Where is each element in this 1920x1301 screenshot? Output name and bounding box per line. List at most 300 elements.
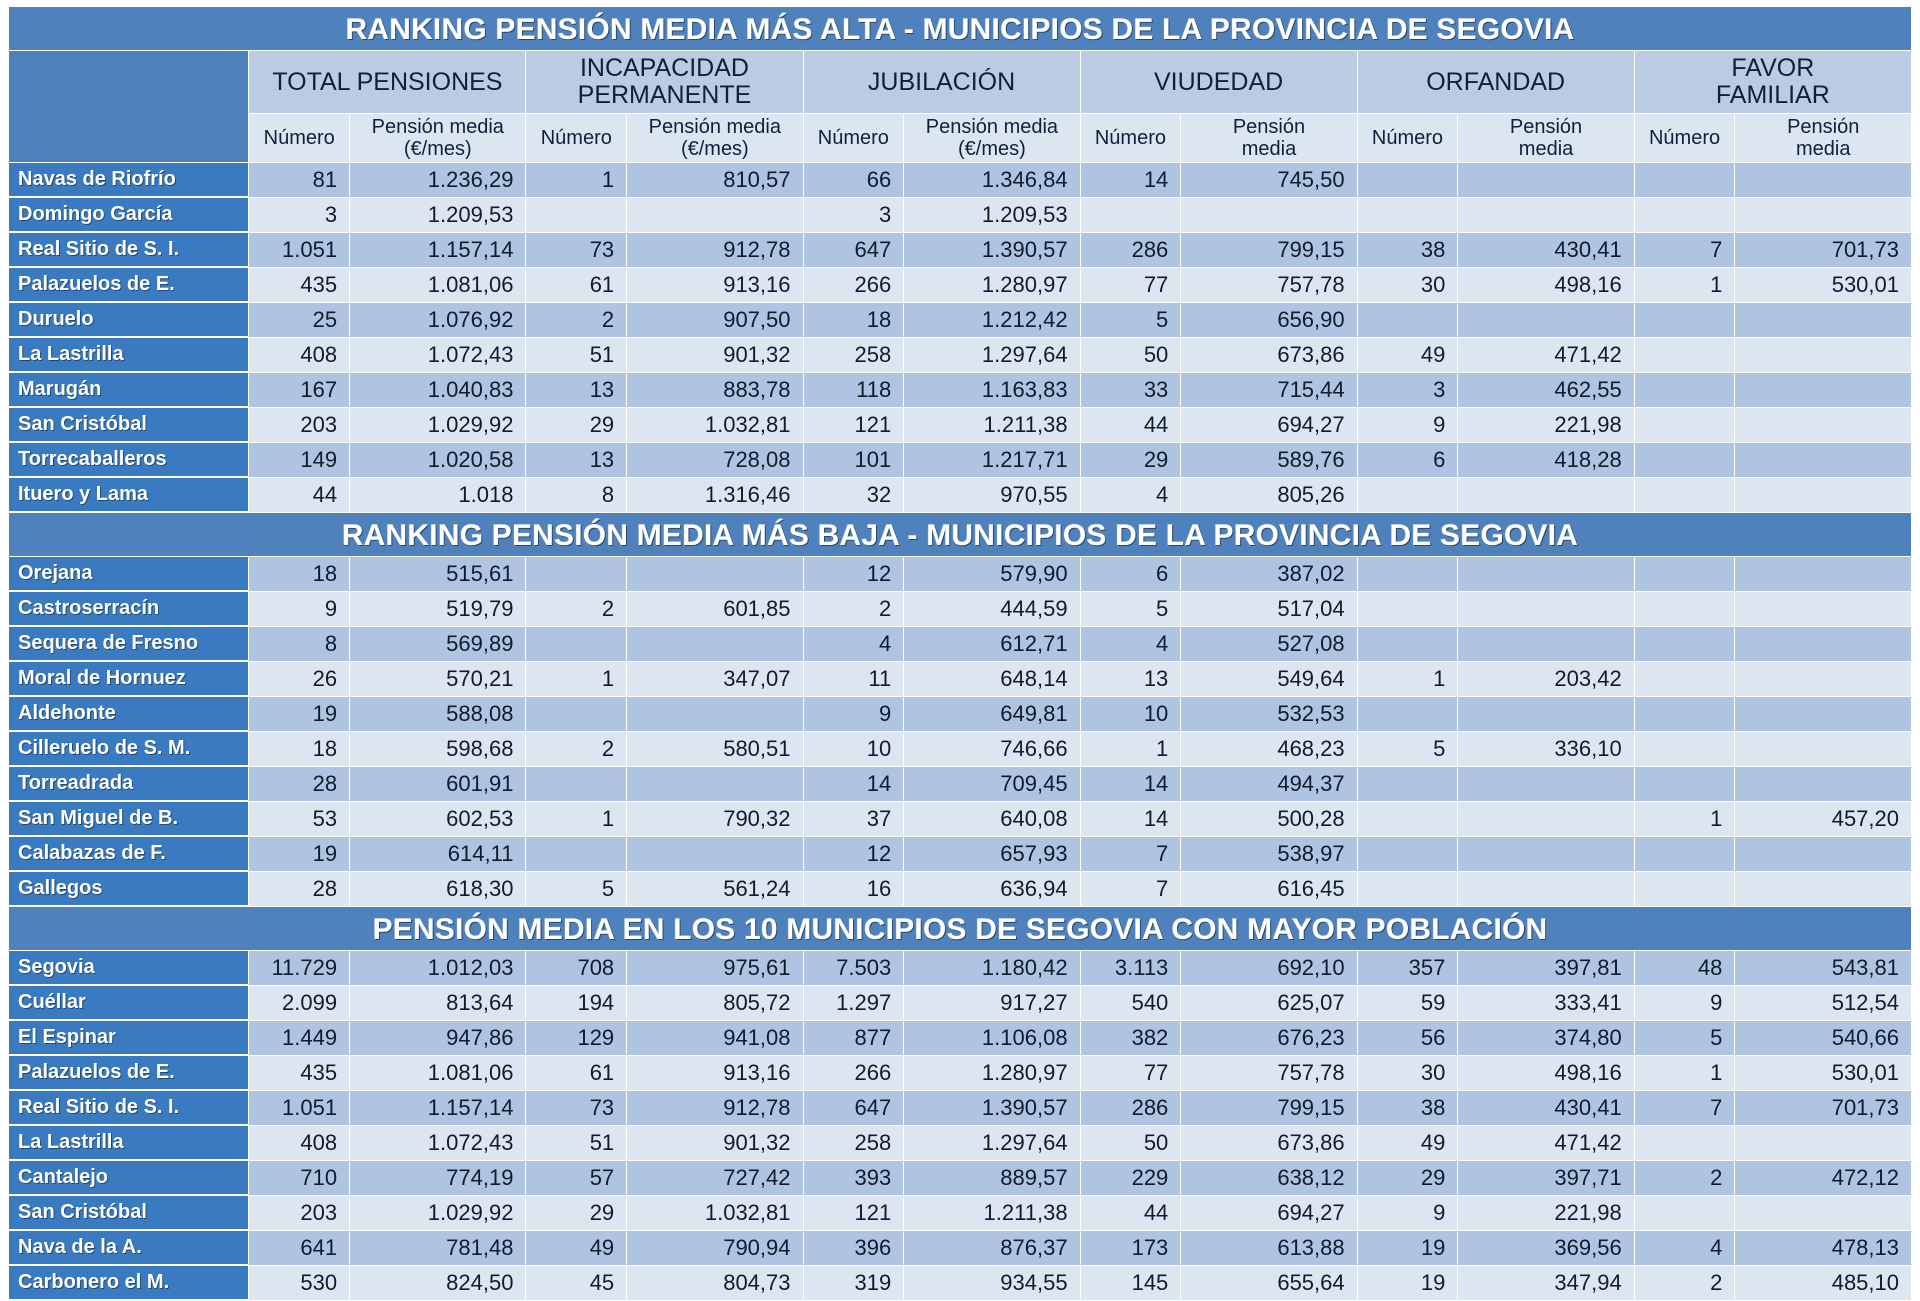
data-cell-8: 656,90 [1181, 303, 1356, 337]
table-row [9, 837, 1911, 871]
data-cell-1: 408 [249, 1126, 349, 1160]
data-cell-10 [1458, 303, 1633, 337]
data-cell-3: 51 [526, 338, 626, 372]
data-cell-9: 9 [1358, 1196, 1458, 1230]
data-cell-6: 917,27 [904, 986, 1079, 1020]
pension-label-line2: media [1518, 138, 1574, 160]
data-cell-12: 530,01 [1735, 1056, 1911, 1090]
data-cell-3: 5 [526, 872, 626, 906]
data-cell-12 [1735, 163, 1911, 197]
data-cell-3: 1 [526, 662, 626, 696]
data-cell-3: 73 [526, 233, 626, 267]
data-cell-7: 3.113 [1081, 951, 1181, 985]
data-cell-3: 73 [526, 1091, 626, 1125]
data-cell-11 [1635, 767, 1735, 801]
table-row [9, 1231, 1911, 1265]
data-cell-11 [1635, 732, 1735, 766]
data-cell-11: 4 [1635, 1231, 1735, 1265]
data-cell-7: 7 [1081, 837, 1181, 871]
data-cell-6: 444,59 [904, 592, 1079, 626]
table-row [9, 1161, 1911, 1195]
column-group-header-row [9, 51, 1911, 113]
data-cell-5: 647 [804, 233, 904, 267]
data-cell-1: 8 [249, 627, 349, 661]
municipality-name: Duruelo [9, 303, 248, 337]
data-cell-8: 589,76 [1181, 443, 1356, 477]
data-cell-9 [1358, 697, 1458, 731]
data-cell-1: 530 [249, 1266, 349, 1300]
table-row [9, 592, 1911, 626]
data-cell-10 [1458, 837, 1633, 871]
column-group-2 [526, 51, 802, 113]
data-cell-8: 757,78 [1181, 268, 1356, 302]
table-row [9, 1266, 1911, 1300]
data-cell-1: 26 [249, 662, 349, 696]
data-cell-6: 709,45 [904, 767, 1079, 801]
data-cell-2: 1.029,92 [350, 408, 525, 442]
municipality-name: Palazuelos de E. [9, 1056, 248, 1090]
data-cell-11: 1 [1635, 268, 1735, 302]
data-cell-9: 29 [1358, 1161, 1458, 1195]
data-cell-3 [526, 627, 626, 661]
data-cell-6: 636,94 [904, 872, 1079, 906]
data-cell-4 [627, 837, 802, 871]
data-cell-4: 1.316,46 [627, 478, 802, 512]
data-cell-3: 8 [526, 478, 626, 512]
data-cell-8: 673,86 [1181, 338, 1356, 372]
data-cell-5: 118 [804, 373, 904, 407]
data-cell-11 [1635, 557, 1735, 591]
data-cell-7: 33 [1081, 373, 1181, 407]
data-cell-11 [1635, 198, 1735, 232]
table-row [9, 198, 1911, 232]
column-sub-header-row [9, 114, 1911, 162]
data-cell-1: 81 [249, 163, 349, 197]
data-cell-12: 543,81 [1735, 951, 1911, 985]
municipality-name: San Cristóbal [9, 1196, 248, 1230]
column-group-5: ORFANDAD [1358, 51, 1634, 113]
data-cell-10: 471,42 [1458, 338, 1633, 372]
data-cell-5: 66 [804, 163, 904, 197]
data-cell-2: 1.072,43 [350, 338, 525, 372]
data-cell-11 [1635, 1196, 1735, 1230]
data-cell-6: 970,55 [904, 478, 1079, 512]
data-cell-5: 266 [804, 1056, 904, 1090]
data-cell-8: 655,64 [1181, 1266, 1356, 1300]
data-cell-6: 889,57 [904, 1161, 1079, 1195]
table-row [9, 697, 1911, 731]
data-cell-8: 715,44 [1181, 373, 1356, 407]
data-cell-2: 602,53 [350, 802, 525, 836]
data-cell-2: 813,64 [350, 986, 525, 1020]
data-cell-11: 9 [1635, 986, 1735, 1020]
table-row [9, 802, 1911, 836]
data-cell-5: 258 [804, 338, 904, 372]
data-cell-11 [1635, 697, 1735, 731]
data-cell-6: 934,55 [904, 1266, 1079, 1300]
data-cell-3: 194 [526, 986, 626, 1020]
data-cell-9 [1358, 592, 1458, 626]
data-cell-6: 1.106,08 [904, 1021, 1079, 1055]
municipality-name: Real Sitio de S. I. [9, 1091, 248, 1125]
data-cell-10: 221,98 [1458, 1196, 1633, 1230]
data-cell-4: 790,32 [627, 802, 802, 836]
municipality-name: Segovia [9, 951, 248, 985]
data-cell-5: 2 [804, 592, 904, 626]
data-cell-9: 357 [1358, 951, 1458, 985]
data-cell-12 [1735, 478, 1911, 512]
data-cell-10 [1458, 592, 1633, 626]
data-cell-3: 1 [526, 802, 626, 836]
pension-label-line2: media [1241, 138, 1297, 160]
data-cell-2: 569,89 [350, 627, 525, 661]
data-cell-9: 19 [1358, 1266, 1458, 1300]
data-cell-6: 1.211,38 [904, 1196, 1079, 1230]
data-cell-7 [1081, 198, 1181, 232]
sub-header-pension-2 [627, 114, 802, 162]
data-cell-12: 512,54 [1735, 986, 1911, 1020]
data-cell-1: 18 [249, 557, 349, 591]
data-cell-7: 14 [1081, 767, 1181, 801]
table-row [9, 338, 1911, 372]
data-cell-2: 1.081,06 [350, 268, 525, 302]
sub-header-pension-1 [350, 114, 525, 162]
data-cell-3: 708 [526, 951, 626, 985]
data-cell-4: 1.032,81 [627, 1196, 802, 1230]
data-cell-7: 77 [1081, 1056, 1181, 1090]
data-cell-12 [1735, 198, 1911, 232]
municipality-name: La Lastrilla [9, 1126, 248, 1160]
data-cell-2: 515,61 [350, 557, 525, 591]
data-cell-3: 1 [526, 163, 626, 197]
data-cell-6: 648,14 [904, 662, 1079, 696]
section-title-row [9, 513, 1911, 556]
data-cell-4: 810,57 [627, 163, 802, 197]
data-cell-8: 532,53 [1181, 697, 1356, 731]
data-cell-3: 29 [526, 408, 626, 442]
data-cell-8: 805,26 [1181, 478, 1356, 512]
data-cell-8: 468,23 [1181, 732, 1356, 766]
table-row [9, 662, 1911, 696]
data-cell-3 [526, 198, 626, 232]
data-cell-4 [627, 627, 802, 661]
data-cell-1: 408 [249, 338, 349, 372]
data-cell-5: 12 [804, 837, 904, 871]
data-cell-4 [627, 767, 802, 801]
municipality-name: Navas de Riofrío [9, 163, 248, 197]
data-cell-4 [627, 557, 802, 591]
data-cell-7: 14 [1081, 802, 1181, 836]
data-cell-9: 1 [1358, 662, 1458, 696]
data-cell-7: 7 [1081, 872, 1181, 906]
column-group-3: JUBILACIÓN [804, 51, 1080, 113]
municipality-name: El Espinar [9, 1021, 248, 1055]
data-cell-12 [1735, 338, 1911, 372]
data-cell-9 [1358, 163, 1458, 197]
data-cell-7: 1 [1081, 732, 1181, 766]
municipality-name: Ituero y Lama [9, 478, 248, 512]
sub-header-pension-5 [1458, 114, 1633, 162]
data-cell-6: 649,81 [904, 697, 1079, 731]
data-cell-4: 883,78 [627, 373, 802, 407]
section-title: PENSIÓN MEDIA EN LOS 10 MUNICIPIOS DE SEGOVIA CON MAYOR POBLACIÓN [9, 907, 1911, 950]
data-cell-10: 418,28 [1458, 443, 1633, 477]
data-cell-12: 478,13 [1735, 1231, 1911, 1265]
data-cell-3 [526, 697, 626, 731]
data-cell-12: 472,12 [1735, 1161, 1911, 1195]
data-cell-2: 774,19 [350, 1161, 525, 1195]
data-cell-12: 701,73 [1735, 1091, 1911, 1125]
municipality-name: Nava de la A. [9, 1231, 248, 1265]
data-cell-7: 4 [1081, 627, 1181, 661]
data-cell-2: 1.076,92 [350, 303, 525, 337]
data-cell-5: 32 [804, 478, 904, 512]
sub-header-numero-6: Número [1635, 114, 1735, 162]
data-cell-12 [1735, 627, 1911, 661]
data-cell-9: 19 [1358, 1231, 1458, 1265]
data-cell-2: 1.209,53 [350, 198, 525, 232]
data-cell-12: 701,73 [1735, 233, 1911, 267]
data-cell-5: 647 [804, 1091, 904, 1125]
data-cell-4: 912,78 [627, 233, 802, 267]
data-cell-3: 13 [526, 373, 626, 407]
data-cell-7: 5 [1081, 592, 1181, 626]
data-cell-10 [1458, 627, 1633, 661]
data-cell-3: 61 [526, 1056, 626, 1090]
table-row [9, 951, 1911, 985]
data-cell-6: 1.297,64 [904, 1126, 1079, 1160]
data-cell-10: 462,55 [1458, 373, 1633, 407]
data-cell-4: 941,08 [627, 1021, 802, 1055]
data-cell-7: 4 [1081, 478, 1181, 512]
table-row [9, 408, 1911, 442]
data-cell-10 [1458, 872, 1633, 906]
data-cell-1: 710 [249, 1161, 349, 1195]
data-cell-11 [1635, 408, 1735, 442]
data-cell-11: 7 [1635, 233, 1735, 267]
data-cell-1: 149 [249, 443, 349, 477]
data-cell-8: 625,07 [1181, 986, 1356, 1020]
data-cell-7: 13 [1081, 662, 1181, 696]
sub-header-pension-4 [1181, 114, 1356, 162]
data-cell-9: 3 [1358, 373, 1458, 407]
municipality-name: Torreadrada [9, 767, 248, 801]
data-cell-8: 745,50 [1181, 163, 1356, 197]
data-cell-7: 50 [1081, 1126, 1181, 1160]
data-cell-2: 1.157,14 [350, 1091, 525, 1125]
data-cell-4: 561,24 [627, 872, 802, 906]
data-cell-6: 640,08 [904, 802, 1079, 836]
data-cell-11 [1635, 872, 1735, 906]
municipality-name: Orejana [9, 557, 248, 591]
data-cell-11 [1635, 662, 1735, 696]
data-cell-6: 1.217,71 [904, 443, 1079, 477]
group-label-line1: FAVOR [1731, 54, 1815, 82]
data-cell-7: 6 [1081, 557, 1181, 591]
data-cell-9 [1358, 303, 1458, 337]
table-row [9, 233, 1911, 267]
data-cell-9: 49 [1358, 338, 1458, 372]
data-cell-5: 266 [804, 268, 904, 302]
data-cell-5: 877 [804, 1021, 904, 1055]
data-cell-9 [1358, 767, 1458, 801]
data-cell-10: 397,71 [1458, 1161, 1633, 1195]
municipality-name: Castroserracín [9, 592, 248, 626]
data-cell-6: 1.390,57 [904, 233, 1079, 267]
data-cell-2: 824,50 [350, 1266, 525, 1300]
table-row [9, 443, 1911, 477]
data-cell-4: 347,07 [627, 662, 802, 696]
data-cell-1: 28 [249, 872, 349, 906]
data-cell-1: 19 [249, 697, 349, 731]
data-cell-10 [1458, 802, 1633, 836]
data-cell-9: 38 [1358, 233, 1458, 267]
data-cell-10: 471,42 [1458, 1126, 1633, 1160]
data-cell-11 [1635, 443, 1735, 477]
municipality-name: Palazuelos de E. [9, 268, 248, 302]
data-cell-1: 28 [249, 767, 349, 801]
data-cell-6: 1.346,84 [904, 163, 1079, 197]
data-cell-3: 49 [526, 1231, 626, 1265]
table-row [9, 1196, 1911, 1230]
data-cell-10 [1458, 478, 1633, 512]
municipality-name: Moral de Hornuez [9, 662, 248, 696]
data-cell-2: 588,08 [350, 697, 525, 731]
data-cell-6: 876,37 [904, 1231, 1079, 1265]
data-cell-11 [1635, 592, 1735, 626]
pension-statistics-table [8, 6, 1912, 1301]
data-cell-7: 173 [1081, 1231, 1181, 1265]
data-cell-5: 12 [804, 557, 904, 591]
data-cell-5: 319 [804, 1266, 904, 1300]
data-cell-12 [1735, 767, 1911, 801]
data-cell-4: 580,51 [627, 732, 802, 766]
data-cell-2: 1.081,06 [350, 1056, 525, 1090]
data-cell-10: 430,41 [1458, 233, 1633, 267]
municipality-name: San Cristóbal [9, 408, 248, 442]
data-cell-8: 694,27 [1181, 1196, 1356, 1230]
data-cell-12 [1735, 697, 1911, 731]
municipality-name: Gallegos [9, 872, 248, 906]
table-row [9, 163, 1911, 197]
data-cell-2: 1.020,58 [350, 443, 525, 477]
data-cell-1: 44 [249, 478, 349, 512]
table-row [9, 478, 1911, 512]
data-cell-7: 44 [1081, 1196, 1181, 1230]
data-cell-5: 101 [804, 443, 904, 477]
data-cell-6: 1.180,42 [904, 951, 1079, 985]
data-cell-4: 805,72 [627, 986, 802, 1020]
data-cell-11: 48 [1635, 951, 1735, 985]
data-cell-1: 18 [249, 732, 349, 766]
data-cell-2: 1.040,83 [350, 373, 525, 407]
sub-header-numero-2: Número [526, 114, 626, 162]
sub-header-numero-1: Número [249, 114, 349, 162]
data-cell-2: 1.029,92 [350, 1196, 525, 1230]
data-cell-10: 430,41 [1458, 1091, 1633, 1125]
data-cell-10 [1458, 163, 1633, 197]
data-cell-9 [1358, 198, 1458, 232]
data-cell-8 [1181, 198, 1356, 232]
data-cell-2: 947,86 [350, 1021, 525, 1055]
data-cell-2: 519,79 [350, 592, 525, 626]
data-cell-5: 393 [804, 1161, 904, 1195]
data-cell-12 [1735, 837, 1911, 871]
data-cell-1: 25 [249, 303, 349, 337]
data-cell-10: 221,98 [1458, 408, 1633, 442]
sub-header-numero-5: Número [1358, 114, 1458, 162]
municipality-name: San Miguel de B. [9, 802, 248, 836]
data-cell-8: 799,15 [1181, 1091, 1356, 1125]
data-cell-4 [627, 198, 802, 232]
data-cell-9: 5 [1358, 732, 1458, 766]
data-cell-12 [1735, 373, 1911, 407]
data-cell-5: 18 [804, 303, 904, 337]
header-corner-cell [9, 51, 248, 162]
data-cell-6: 1.297,64 [904, 338, 1079, 372]
municipality-name: Marugán [9, 373, 248, 407]
data-cell-12 [1735, 592, 1911, 626]
data-cell-10: 369,56 [1458, 1231, 1633, 1265]
data-cell-1: 435 [249, 1056, 349, 1090]
data-cell-4 [627, 697, 802, 731]
table-row [9, 986, 1911, 1020]
data-cell-11: 1 [1635, 1056, 1735, 1090]
table-row [9, 1126, 1911, 1160]
data-cell-7: 14 [1081, 163, 1181, 197]
data-cell-6: 1.390,57 [904, 1091, 1079, 1125]
table-row [9, 732, 1911, 766]
data-cell-10: 333,41 [1458, 986, 1633, 1020]
data-cell-2: 618,30 [350, 872, 525, 906]
data-cell-2: 1.157,14 [350, 233, 525, 267]
data-cell-6: 1.211,38 [904, 408, 1079, 442]
data-cell-6: 1.163,83 [904, 373, 1079, 407]
data-cell-5: 258 [804, 1126, 904, 1160]
data-cell-4: 601,85 [627, 592, 802, 626]
data-cell-7: 229 [1081, 1161, 1181, 1195]
column-group-4: VIUDEDAD [1081, 51, 1357, 113]
table-row [9, 1056, 1911, 1090]
data-cell-1: 641 [249, 1231, 349, 1265]
pension-label-line1: Pensión [1787, 116, 1860, 138]
municipality-name: La Lastrilla [9, 338, 248, 372]
municipality-name: Cilleruelo de S. M. [9, 732, 248, 766]
sub-header-numero-4: Número [1081, 114, 1181, 162]
data-cell-8: 538,97 [1181, 837, 1356, 871]
data-cell-3: 2 [526, 592, 626, 626]
data-cell-7: 540 [1081, 986, 1181, 1020]
data-cell-9 [1358, 872, 1458, 906]
data-cell-3: 51 [526, 1126, 626, 1160]
municipality-name: Cuéllar [9, 986, 248, 1020]
pension-label-line1: Pensión [1509, 116, 1583, 138]
data-cell-9: 56 [1358, 1021, 1458, 1055]
data-cell-6: 1.280,97 [904, 1056, 1079, 1090]
data-cell-3: 29 [526, 1196, 626, 1230]
data-cell-2: 1.236,29 [350, 163, 525, 197]
data-cell-6: 746,66 [904, 732, 1079, 766]
data-cell-8: 694,27 [1181, 408, 1356, 442]
data-cell-4: 975,61 [627, 951, 802, 985]
municipality-name: Carbonero el M. [9, 1266, 248, 1300]
data-cell-1: 1.051 [249, 1091, 349, 1125]
data-cell-1: 11.729 [249, 951, 349, 985]
data-cell-7: 44 [1081, 408, 1181, 442]
data-cell-10: 374,80 [1458, 1021, 1633, 1055]
data-cell-10 [1458, 557, 1633, 591]
data-cell-4: 901,32 [627, 338, 802, 372]
